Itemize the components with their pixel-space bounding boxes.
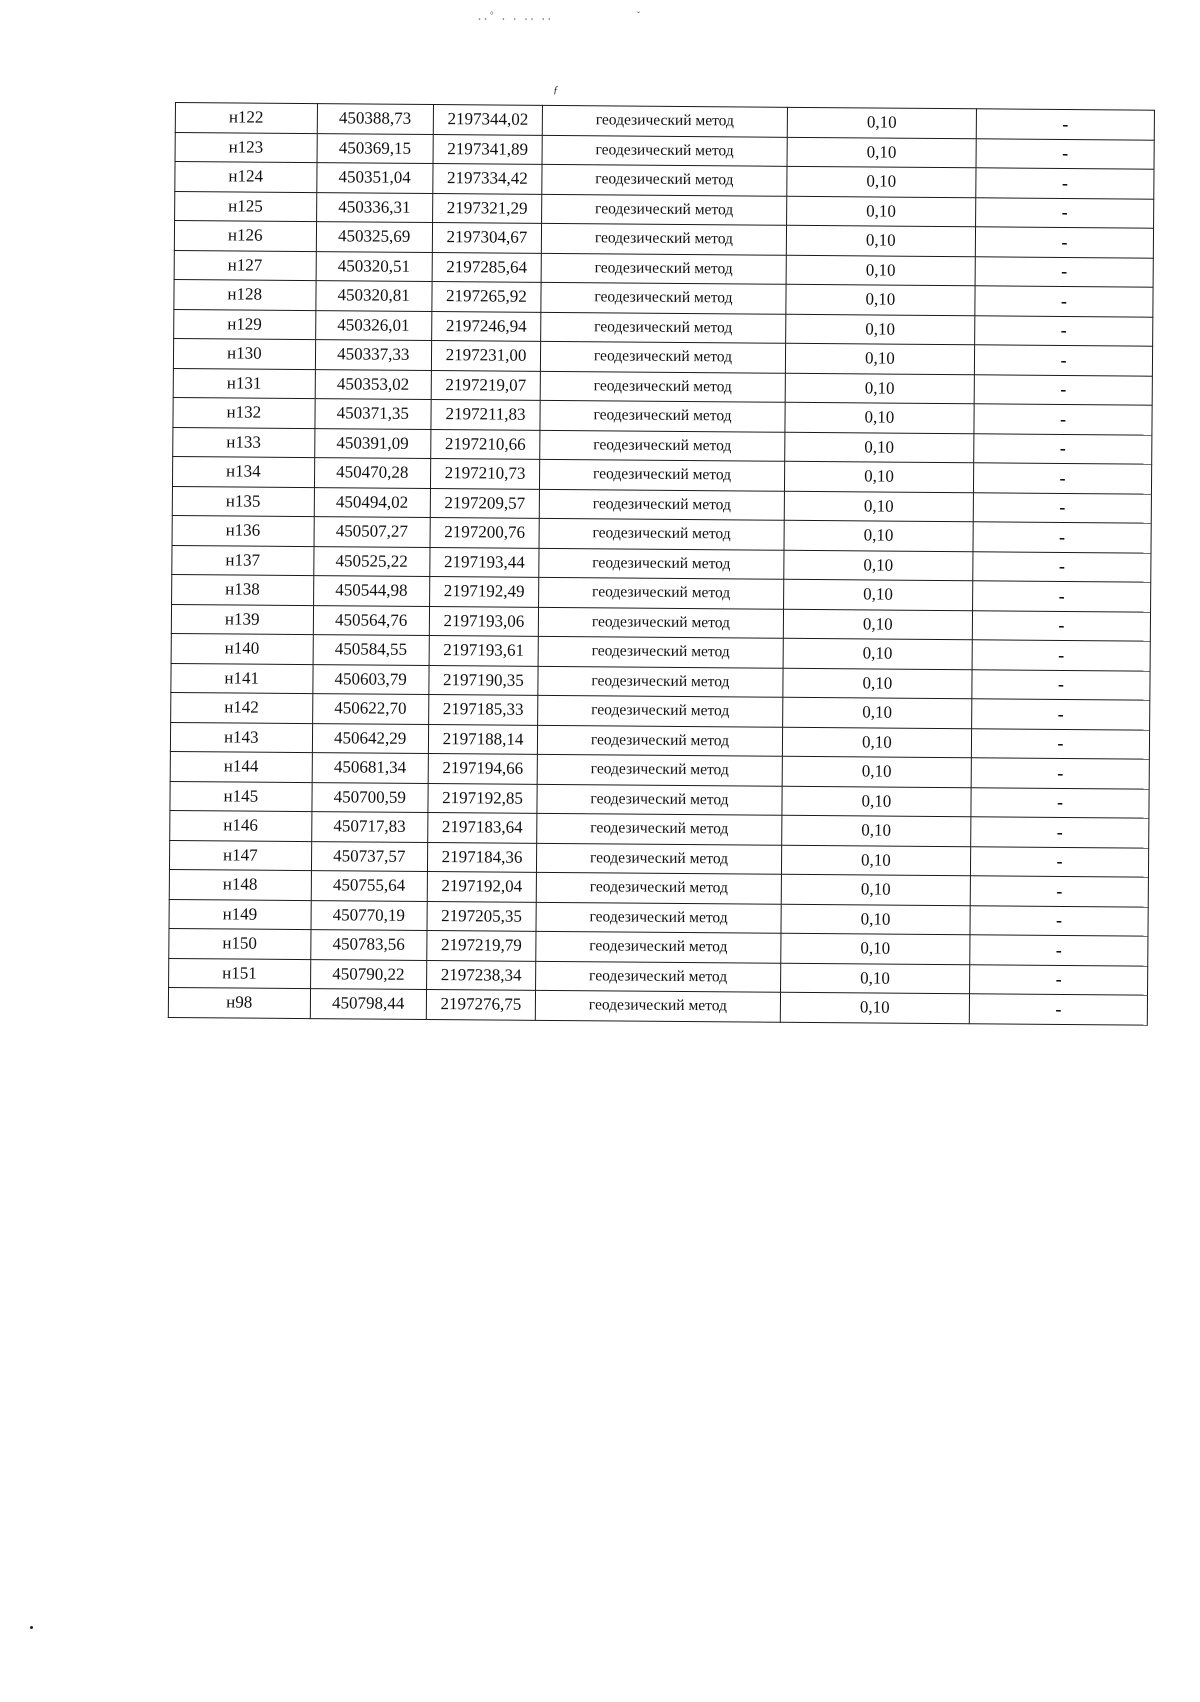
cell-coordinate-x: 450783,56	[310, 930, 427, 960]
cell-method: геодезический метод	[542, 194, 787, 225]
cell-method: геодезический метод	[542, 164, 787, 195]
cell-coordinate-y: 2197210,66	[431, 429, 540, 459]
cell-method: геодезический метод	[539, 518, 784, 549]
cell-coordinate-x: 450798,44	[310, 989, 427, 1019]
cell-coordinate-x: 450320,81	[315, 281, 432, 311]
cell-method: геодезический метод	[539, 548, 784, 579]
cell-coordinate-x: 450326,01	[315, 310, 432, 340]
cell-coordinate-y: 2197188,14	[428, 724, 537, 754]
cell-note: -	[975, 256, 1153, 287]
cell-point-name: н149	[169, 899, 311, 930]
cell-coordinate-x: 450507,27	[314, 517, 431, 547]
cell-note: -	[969, 994, 1147, 1025]
cell-coordinate-y: 2197193,61	[429, 636, 538, 666]
cell-coordinate-y: 2197246,94	[432, 311, 541, 341]
scan-artifact-mark: ¸¸° ¸ ¸ ¸¸ ¸¸	[478, 10, 554, 20]
cell-coordinate-x: 450494,02	[314, 487, 431, 517]
cell-point-name: н145	[170, 781, 312, 812]
coordinates-table-body	[168, 103, 1154, 1025]
cell-method: геодезический метод	[538, 666, 783, 697]
cell-method: геодезический метод	[542, 135, 787, 166]
cell-accuracy: 0,10	[787, 137, 976, 168]
cell-coordinate-x: 450544,98	[313, 576, 430, 606]
cell-note: -	[976, 197, 1154, 228]
cell-note: -	[976, 138, 1154, 169]
cell-accuracy: 0,10	[780, 992, 969, 1023]
cell-point-name: н139	[171, 604, 313, 635]
cell-coordinate-y: 2197193,06	[429, 606, 538, 636]
cell-accuracy: 0,10	[782, 786, 971, 817]
cell-coordinate-x: 450681,34	[312, 753, 429, 783]
cell-coordinate-x: 450564,76	[313, 605, 430, 635]
cell-coordinate-x: 450755,64	[311, 871, 428, 901]
cell-point-name: н138	[172, 574, 314, 605]
cell-coordinate-y: 2197192,49	[429, 577, 538, 607]
cell-coordinate-y: 2197200,76	[430, 518, 539, 548]
cell-method: геодезический метод	[541, 223, 786, 254]
cell-accuracy: 0,10	[785, 402, 974, 433]
cell-coordinate-x: 450603,79	[312, 664, 429, 694]
cell-point-name: н143	[170, 722, 312, 753]
cell-coordinate-y: 2197205,35	[427, 901, 536, 931]
cell-accuracy: 0,10	[781, 874, 970, 905]
cell-coordinate-x: 450391,09	[314, 428, 431, 458]
cell-coordinate-x: 450700,59	[312, 782, 429, 812]
cell-accuracy: 0,10	[785, 314, 974, 345]
cell-point-name: н136	[172, 515, 314, 546]
cell-point-name: н128	[174, 279, 316, 310]
cell-method: геодезический метод	[539, 577, 784, 608]
cell-coordinate-y: 2197321,29	[432, 193, 541, 223]
handwritten-tick: ƒ	[553, 84, 559, 96]
cell-coordinate-y: 2197192,04	[427, 872, 536, 902]
cell-note: -	[975, 315, 1153, 346]
cell-method: геодезический метод	[539, 489, 784, 520]
cell-note: -	[970, 905, 1148, 936]
cell-accuracy: 0,10	[787, 166, 976, 197]
cell-coordinate-y: 2197194,66	[428, 754, 537, 784]
cell-method: геодезический метод	[536, 902, 781, 933]
cell-coordinate-x: 450369,15	[317, 133, 434, 163]
cell-point-name: н124	[175, 162, 317, 193]
cell-point-name: н133	[173, 427, 315, 458]
cell-method: геодезический метод	[540, 341, 785, 372]
cell-point-name: н137	[172, 545, 314, 576]
cell-accuracy: 0,10	[786, 196, 975, 227]
cell-note: -	[973, 551, 1151, 582]
cell-method: геодезический метод	[540, 430, 785, 461]
cell-method: геодезический метод	[536, 931, 781, 962]
cell-note: -	[973, 463, 1151, 494]
scan-dot	[30, 1626, 33, 1629]
cell-note: -	[973, 581, 1151, 612]
cell-point-name: н141	[171, 663, 313, 694]
cell-coordinate-y: 2197231,00	[431, 341, 540, 371]
cell-coordinate-x: 450388,73	[317, 104, 434, 134]
cell-coordinate-y: 2197304,67	[432, 223, 541, 253]
cell-method: геодезический метод	[540, 400, 785, 431]
table-row	[168, 987, 1147, 1024]
cell-note: -	[969, 964, 1147, 995]
cell-point-name: н151	[169, 958, 311, 989]
cell-coordinate-x: 450470,28	[314, 458, 431, 488]
cell-coordinate-x: 450642,29	[312, 723, 429, 753]
cell-coordinate-x: 450770,19	[311, 900, 428, 930]
coordinates-table	[168, 102, 1155, 1025]
cell-note: -	[972, 669, 1150, 700]
cell-accuracy: 0,10	[782, 727, 971, 758]
cell-accuracy: 0,10	[784, 491, 973, 522]
cell-accuracy: 0,10	[786, 255, 975, 286]
cell-coordinate-y: 2197238,34	[426, 960, 535, 990]
cell-point-name: н148	[169, 869, 311, 900]
cell-coordinate-x: 450336,31	[316, 192, 433, 222]
cell-coordinate-y: 2197209,57	[430, 488, 539, 518]
cell-accuracy: 0,10	[784, 520, 973, 551]
cell-coordinate-x: 450737,57	[311, 841, 428, 871]
cell-coordinate-y: 2197344,02	[433, 105, 542, 135]
cell-accuracy: 0,10	[784, 461, 973, 492]
cell-accuracy: 0,10	[781, 904, 970, 935]
cell-coordinate-y: 2197265,92	[432, 282, 541, 312]
cell-accuracy: 0,10	[783, 638, 972, 669]
cell-method: геодезический метод	[541, 282, 786, 313]
cell-coordinate-y: 2197192,85	[428, 783, 537, 813]
cell-note: -	[970, 846, 1148, 877]
cell-note: -	[971, 758, 1149, 789]
cell-note: -	[975, 227, 1153, 258]
cell-coordinate-x: 450353,02	[315, 369, 432, 399]
cell-method: геодезический метод	[541, 253, 786, 284]
cell-coordinate-x: 450371,35	[315, 399, 432, 429]
cell-accuracy: 0,10	[785, 343, 974, 374]
cell-note: -	[972, 610, 1150, 641]
cell-note: -	[974, 345, 1152, 376]
cell-point-name: н150	[169, 928, 311, 959]
cell-accuracy: 0,10	[784, 550, 973, 581]
cell-method: геодезический метод	[540, 371, 785, 402]
cell-coordinate-y: 2197210,73	[430, 459, 539, 489]
cell-point-name: н123	[175, 132, 317, 163]
cell-method: геодезический метод	[536, 961, 781, 992]
cell-accuracy: 0,10	[787, 107, 976, 138]
cell-coordinate-y: 2197285,64	[432, 252, 541, 282]
cell-point-name: н126	[174, 221, 316, 252]
cell-accuracy: 0,10	[783, 579, 972, 610]
cell-method: геодезический метод	[537, 784, 782, 815]
cell-coordinate-y: 2197219,07	[431, 370, 540, 400]
cell-point-name: н146	[170, 810, 312, 841]
cell-accuracy: 0,10	[783, 609, 972, 640]
cell-point-name: н129	[174, 309, 316, 340]
cell-accuracy: 0,10	[786, 284, 975, 315]
cell-point-name: н134	[172, 456, 314, 487]
cell-note: -	[970, 935, 1148, 966]
cell-note: -	[972, 640, 1150, 671]
cell-point-name: н98	[168, 987, 310, 1018]
cell-point-name: н144	[170, 751, 312, 782]
cell-accuracy: 0,10	[783, 668, 972, 699]
cell-note: -	[974, 374, 1152, 405]
cell-note: -	[975, 286, 1153, 317]
cell-note: -	[972, 699, 1150, 730]
cell-point-name: н147	[169, 840, 311, 871]
cell-coordinate-y: 2197334,42	[433, 164, 542, 194]
cell-accuracy: 0,10	[785, 432, 974, 463]
cell-coordinate-x: 450525,22	[313, 546, 430, 576]
cell-coordinate-y: 2197183,64	[428, 813, 537, 843]
cell-coordinate-y: 2197219,79	[427, 931, 536, 961]
cell-note: -	[976, 168, 1154, 199]
cell-method: геодезический метод	[537, 843, 782, 874]
cell-coordinate-x: 450622,70	[312, 694, 429, 724]
cell-point-name: н130	[173, 338, 315, 369]
cell-coordinate-y: 2197185,33	[428, 695, 537, 725]
cell-method: геодезический метод	[537, 813, 782, 844]
cell-method: геодезический метод	[538, 695, 783, 726]
cell-point-name: н131	[173, 368, 315, 399]
cell-method: геодезический метод	[537, 754, 782, 785]
cell-accuracy: 0,10	[782, 815, 971, 846]
cell-note: -	[974, 433, 1152, 464]
cell-coordinate-x: 450325,69	[316, 222, 433, 252]
cell-note: -	[973, 492, 1151, 523]
cell-point-name: н142	[171, 692, 313, 723]
cell-accuracy: 0,10	[782, 756, 971, 787]
cell-coordinate-y: 2197184,36	[427, 842, 536, 872]
cell-note: -	[971, 817, 1149, 848]
cell-coordinate-y: 2197276,75	[426, 990, 535, 1020]
cell-coordinate-y: 2197341,89	[433, 134, 542, 164]
cell-method: геодезический метод	[538, 636, 783, 667]
cell-method: геодезический метод	[540, 459, 785, 490]
cell-point-name: н127	[174, 250, 316, 281]
cell-accuracy: 0,10	[782, 697, 971, 728]
cell-method: геодезический метод	[542, 105, 787, 136]
cell-point-name: н122	[175, 103, 317, 134]
cell-method: геодезический метод	[535, 990, 780, 1021]
cell-coordinate-x: 450717,83	[311, 812, 428, 842]
cell-coordinate-y: 2197190,35	[429, 665, 538, 695]
cell-accuracy: 0,10	[786, 225, 975, 256]
cell-point-name: н125	[175, 191, 317, 222]
cell-coordinate-x: 450351,04	[316, 163, 433, 193]
cell-coordinate-x: 450790,22	[310, 959, 427, 989]
cell-coordinate-x: 450320,51	[316, 251, 433, 281]
cell-method: геодезический метод	[541, 312, 786, 343]
cell-coordinate-y: 2197211,83	[431, 400, 540, 430]
cell-note: -	[973, 522, 1151, 553]
cell-coordinate-x: 450584,55	[313, 635, 430, 665]
cell-note: -	[976, 109, 1154, 140]
cell-method: геодезический метод	[537, 725, 782, 756]
cell-method: геодезический метод	[538, 607, 783, 638]
cell-accuracy: 0,10	[780, 963, 969, 994]
cell-method: геодезический метод	[536, 872, 781, 903]
cell-point-name: н135	[172, 486, 314, 517]
cell-point-name: н140	[171, 633, 313, 664]
cell-note: -	[971, 728, 1149, 759]
cell-accuracy: 0,10	[781, 933, 970, 964]
cell-coordinate-x: 450337,33	[315, 340, 432, 370]
cell-note: -	[971, 787, 1149, 818]
cell-accuracy: 0,10	[785, 373, 974, 404]
cell-note: -	[974, 404, 1152, 435]
cell-point-name: н132	[173, 397, 315, 428]
cell-note: -	[970, 876, 1148, 907]
scan-artifact-mark-2: ˇ	[637, 10, 640, 20]
cell-accuracy: 0,10	[781, 845, 970, 876]
cell-coordinate-y: 2197193,44	[430, 547, 539, 577]
